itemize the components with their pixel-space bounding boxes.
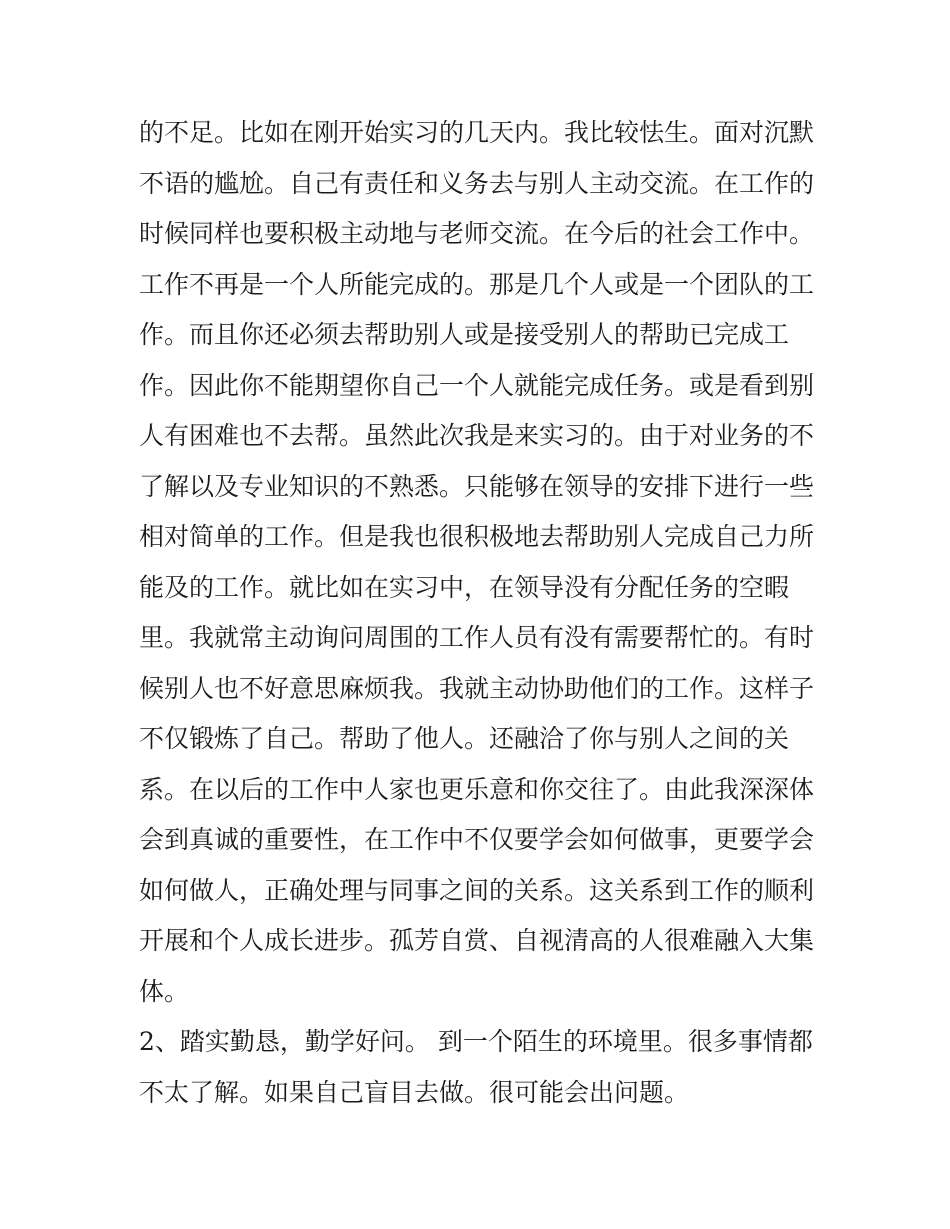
text-line: 能及的工作。就比如在实习中，在领导没有分配任务的空暇 — [139, 572, 790, 602]
text-line: 不太了解。如果自己盲目去做。很可能会出问题。 — [139, 1077, 690, 1107]
text-line: 候别人也不好意思麻烦我。我就主动协助他们的工作。这样子 — [139, 673, 815, 703]
text-line: 工作不再是一个人所能完成的。那是几个人或是一个团队的工 — [139, 269, 815, 299]
body-text — [139, 108, 819, 1118]
text-line: 了解以及专业知识的不熟悉。只能够在领导的安排下进行一些 — [139, 471, 815, 501]
text-line: 作。而且你还必须去帮助别人或是接受别人的帮助已完成工 — [139, 320, 790, 349]
text-line: 作。因此你不能期望你自己一个人就能完成任务。或是看到别 — [139, 370, 815, 400]
text-line: 时候同样也要积极主动地与老师交流。在今后的社会工作中。 — [139, 219, 815, 248]
text-line: 系。在以后的工作中人家也更乐意和你交往了。由此我深深体 — [139, 774, 815, 804]
text-line: 体。 — [139, 976, 190, 1006]
text-line: 里。我就常主动询问周围的工作人员有没有需要帮忙的。有时 — [139, 623, 815, 652]
text-line: 人有困难也不去帮。虽然此次我是来实习的。由于对业务的不 — [139, 421, 815, 450]
text-line: 相对简单的工作。但是我也很积极地去帮助别人完成自己力所 — [139, 522, 815, 551]
text-line: 开展和个人成长进步。孤芳自赏、自视清高的人很难融入大集 — [139, 926, 815, 955]
text-line: 会到真诚的重要性，在工作中不仅要学会如何做事，更要学会 — [139, 825, 815, 854]
text-line: 的不足。比如在刚开始实习的几天内。我比较怯生。面对沉默 — [139, 118, 815, 147]
text-line: 如何做人，正确处理与同事之间的关系。这关系到工作的顺利 — [139, 875, 815, 905]
text-line: 不语的尴尬。自己有责任和义务去与别人主动交流。在工作的 — [139, 168, 815, 198]
section-heading-line: 2、踏实勤恳，勤学好问。 到一个陌生的环境里。很多事情都 — [139, 1027, 813, 1056]
text-line: 不仅锻炼了自己。帮助了他人。还融洽了你与别人之间的关 — [139, 724, 790, 753]
